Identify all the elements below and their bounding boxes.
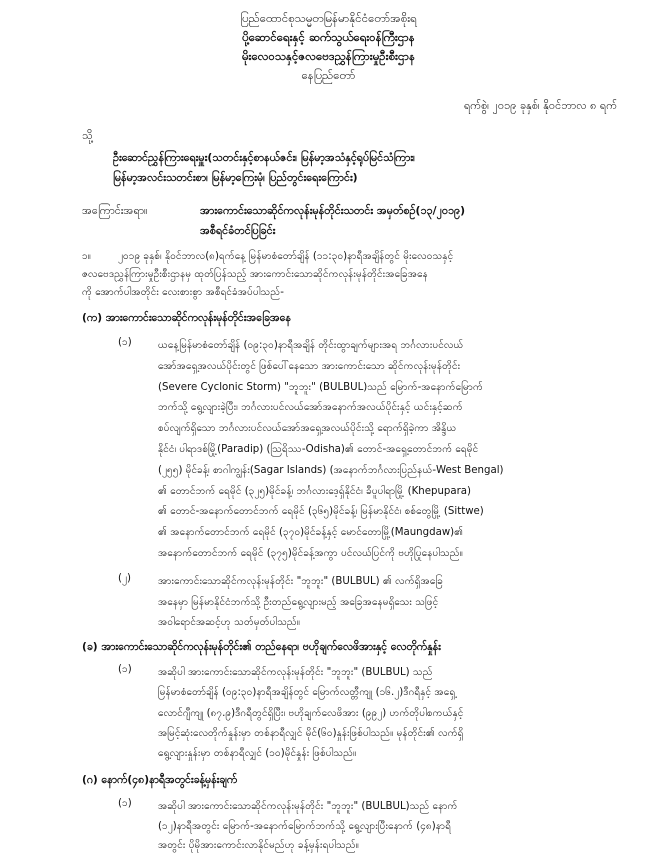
text-line: (Severe Cyclonic Storm) "ဘူဘူး" (BULBUL)သည် မြောက်-အနောက်မြောက် (158, 381, 484, 393)
section-c-heading: (ဂ) နောက်(၄၈)နာရီအတွင်းခန့်မှန်းချက် (82, 774, 238, 786)
para-1-line-1: ၂၀၁၉ ခုနှစ်၊ နိုဝင်ဘာလ(၈)ရက်နေ့ မြန်မာစံတော်ချိန် (၁၁:၃၀)နာရီအချိန်တွင် မိုးလေဝသနှင့် (118, 251, 454, 262)
recipient-line-2: မြန်မာ့အလင်းသတင်းစာ၊ မြန်မာ့ကြေးမုံ၊ ပြည်တွင်းရေးကြောင်း) (113, 171, 358, 184)
to-label: သို့ (82, 129, 93, 142)
para-1-line-2: ဇလဗေဒညွှန်ကြားမှုဦးစီးဌာနမှ ထုတ်ပြန်သည့် အားကောင်းသောဆိုင်ကလုန်းမုန်တိုင်းအခြေအနေ (82, 269, 428, 280)
text-line: ဘက်သို့ ရွေ့လျားခဲ့ပြီး၊ ဘင်္ဂလားပင်လယ်အော်အနောက်အလယ်ပိုင်းနှင့် ယင်းနှင့်ဆက် (158, 402, 463, 414)
text-line: (၂၅၅) မိုင်ခန့်၊ စာဂါကျွန်း(Sagar Islands) (အနောက်ဘင်္ဂလားပြည်နယ်-West Bengal) (158, 464, 504, 476)
text-line: စပ်လျက်ရှိသော ဘင်္ဂလားပင်လယ်အော်အရှေ့အလယ်ပိုင်းသို့ ရောက်ရှိခဲ့ကာ အိန္ဒိယ (158, 423, 457, 435)
section-b-item-1-number: (၁) (118, 664, 132, 675)
section-b-heading: (ခ) အားကောင်းသောဆိုင်ကလုန်းမုန်တိုင်း၏ တည်နေရာ၊ ဗဟိုချက်လေဖိအားနှင့် လေတိုက်နှုန်း (82, 641, 441, 653)
section-c-item-1-text (158, 797, 628, 856)
text-line: အနေမှာ မြန်မာနိုင်ငံဘက်သို့ ဦးတည်ရွေ့လျားမည့် အခြေအနေမရှိသေး သဖြင့် (158, 596, 439, 608)
text-line: အဆိုပါ အားကောင်းသောဆိုင်ကလုန်းမုန်တိုင်း "ဘူဘူး" (BULBUL)သည် နောက် (158, 801, 458, 812)
section-a-item-2-text (158, 572, 628, 634)
header-line-3: မိုးလေဝသနှင့်ဇလဗေဒညွှန်ကြားမှုဦးစီးဌာန (241, 49, 416, 63)
subject-line-1: အားကောင်းသောဆိုင်ကလုန်းမုန်တိုင်းသတင်း အမှတ်စဉ်(၁၃/၂၀၁၉) (200, 204, 466, 217)
text-line: (၁၂)နာရီအတွင်း မြောက်-အနောက်မြောက်ဘက်သို့ ရွေ့လျားပြီးနောက် (၄၈)နာရီ (158, 820, 452, 832)
section-a-heading: (က) အားကောင်းသောဆိုင်ကလုန်းမုန်တိုင်းအခြေအနေ (82, 312, 291, 324)
section-b-item-1-text (158, 663, 628, 764)
text-line: လောင်ဂျီကျု (၈၇.၉)ဒီဂရီတွင်ရှိပြီး၊ ဗဟိုချက်လေဖိအား (၉၉၂) ဟက်တိုပါစကယ်နှင့် (158, 707, 464, 719)
section-c-item-1-number: (၁) (118, 798, 132, 809)
para-1-number: ၁။ (82, 251, 91, 262)
text-line: ယနေ့မြန်မာစံတော်ချိန် (၀၉:၃၀)နာရီအချိန် တိုင်းထွာချက်များအရ ဘင်္ဂလားပင်လယ် (158, 340, 464, 351)
text-line: နိုင်ငံ၊ ပါရာဒစ်မြို့(Paradip) (ဩရိဿ-Odisha)၏ တောင်-အရှေ့တောင်ဘက် ရေမိုင် (158, 443, 479, 455)
subject-line-2: အစီရင်ခံတင်ပြခြင်း (200, 224, 276, 237)
text-line: အတွင်း ပိုမိုအားကောင်းလာနိုင်မည်ဟု ခန့်မှန်းရပါသည်။ (158, 840, 359, 851)
subject-label: အကြောင်းအရာ။ (82, 204, 148, 217)
text-line: အဝါရောင်အဆင့်ဟု သတ်မှတ်ပါသည်။ (158, 617, 300, 628)
document-date: ရက်စွဲ၊ ၂၀၁၉ ခုနှစ်၊ နိုဝင်ဘာလ ၈ ရက် (463, 99, 617, 112)
text-line: ၏ တောင်ဘက် ရေမိုင် (၃၂၅)မိုင်ခန့်၊ ဘင်္ဂလားဒေ့ရှ်နိုင်ငံ၊ ခီပူပါရာမြို့ (Khepupara) (158, 485, 472, 497)
section-a-item-1-number: (၁) (118, 337, 132, 348)
section-a-item-2-number: (၂) (118, 573, 131, 584)
para-1-line-3: ကို အောက်ပါအတိုင်း လေးစားစွာ အစီရင်ခံအပ်ပါသည်- (82, 287, 284, 298)
text-line: အနောက်တောင်ဘက် ရေမိုင် (၃၇၅)မိုင်ခန့်အကွာ ပင်လယ်ပြင်ကို ဗဟိုပြုနေပါသည်။ (158, 547, 463, 559)
text-line: ၏ အနောက်တောင်ဘက် ရေမိုင် (၃၇၀)မိုင်ခန့်နှင့် မောင်တောမြို့(Maungdaw)၏ (158, 527, 464, 539)
text-line: အားကောင်းသောဆိုင်ကလုန်းမုန်တိုင်း "ဘူဘူး" (BULBUL) ၏ လက်ရှိအခြေ (158, 576, 444, 587)
text-line: အဆိုပါ အားကောင်းသောဆိုင်ကလုန်းမုန်တိုင်း "ဘူဘူး" (BULBUL) သည် (158, 667, 433, 678)
text-line: အမြင့်ဆုံးလေတိုက်နှုန်းမှာ တစ်နာရီလျှင် မိုင်(၆၀)နှုန်းဖြစ်ပါသည်။ မုန်တိုင်း၏ လက်ရှိ (158, 727, 464, 739)
header-line-1: ပြည်ထောင်စုသမ္မတမြန်မာနိုင်ငံတော်အစိုးရ (240, 11, 417, 25)
text-line: အော်အရှေ့အလယ်ပိုင်းတွင် ဖြစ်ပေါ်နေသော အားကောင်းသော ဆိုင်ကလုန်းမုန်တိုင်း (158, 360, 461, 372)
text-line: ရွေ့လျားနှုန်းမှာ တစ်နာရီလျှင် (၁၀)မိုင်နှုန်း ဖြစ်ပါသည်။ (158, 748, 357, 760)
header-line-2: ပို့ဆောင်ရေးနှင့် ဆက်သွယ်ရေးဝန်ကြီးဌာန (242, 30, 415, 44)
recipient-line-1: ဦးဆောင်ညွှန်ကြားရေးမှူး(သတင်းနှင့်စာနယ်ဇင်း၊ မြန်မာ့အသံနှင့်ရုပ်မြင်သံကြား၊ (113, 151, 415, 164)
text-line: မြန်မာစံတော်ချိန် (၀၉:၃၀)နာရီအချိန်တွင် မြောက်လတ္တီကျု (၁၆.၂)ဒီဂရီနှင့် အရှေ့ (158, 687, 456, 699)
text-line: ၏ တောင်-အနောက်တောင်ဘက် ရေမိုင် (၃၆၅)မိုင်ခန့်၊ မြန်မာနိုင်ငံ၊ စစ်တွေမြို့ (Sittwe) (158, 506, 484, 518)
section-a-item-1-text (158, 336, 628, 565)
header-line-4: နေပြည်တော် (301, 68, 356, 82)
